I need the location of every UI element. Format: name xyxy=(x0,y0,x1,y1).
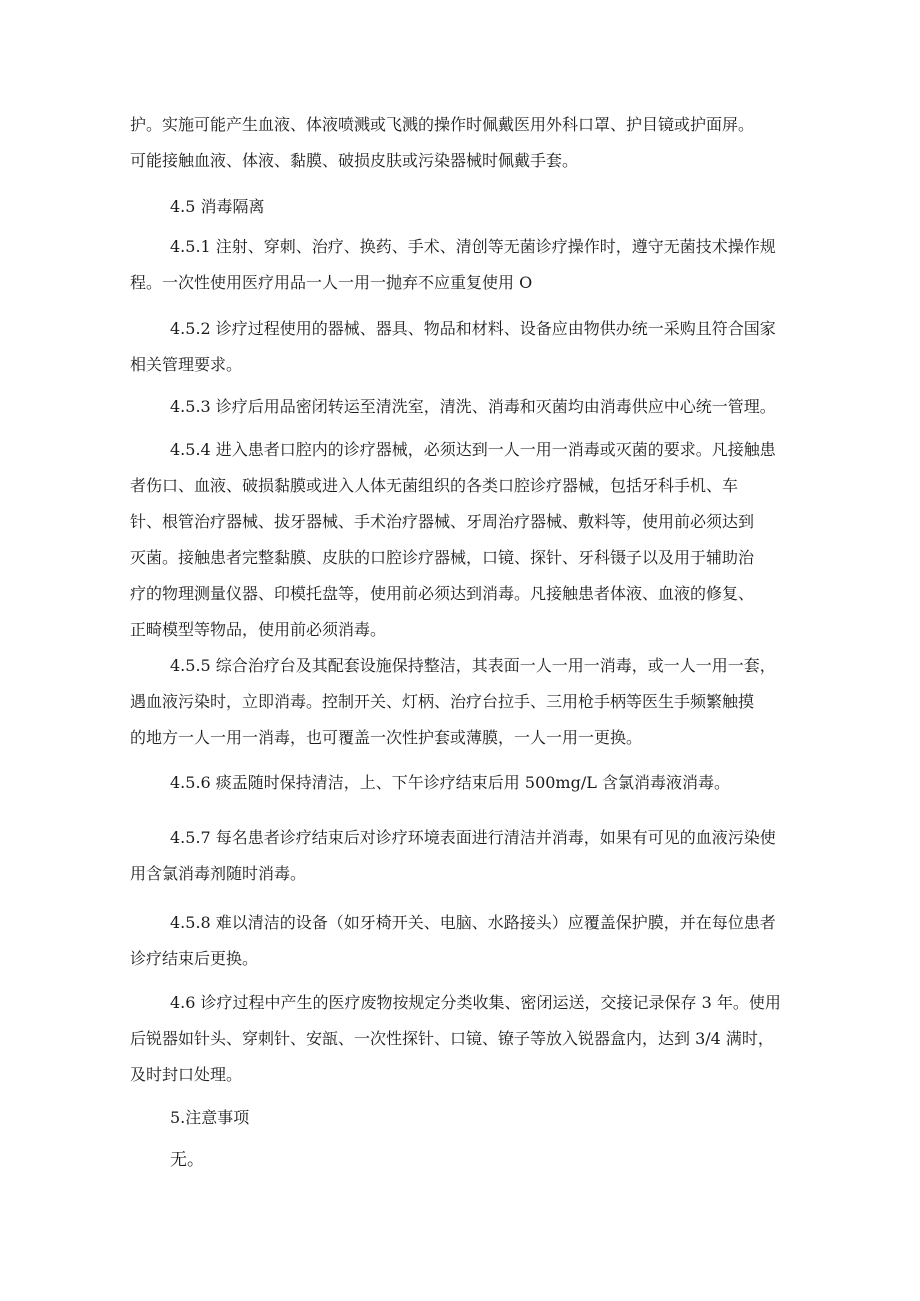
text-line: 针、根管治疗器械、拔牙器械、手术治疗器械、牙周治疗器械、敷料等，使用前必须达到 xyxy=(130,512,755,531)
section-heading-5 xyxy=(130,1100,810,1136)
text-line: 后锐器如针头、穿刺针、安瓿、一次性探针、口镜、镣子等放入锐器盒内，达到 3/4 满时， xyxy=(130,1029,774,1048)
text-line: 4.5.3 诊疗后用品密闭转运至清洗室，清洗、消毒和灭菌均由消毒供应中心统一管理。 xyxy=(170,397,776,416)
text-line: 4.5.4 进入患者口腔内的诊疗器械，必须达到一人一用一消毒或灭菌的要求。凡接触患 xyxy=(170,440,776,459)
text-line: 遇血液污染时，立即消毒。控制开关、灯柄、治疗台拉手、三用枪手柄等医生手频繁触摸 xyxy=(130,692,755,711)
paragraph-4-5-2 xyxy=(130,311,810,383)
text-line: 4.5.8 难以清洁的设备（如牙椅开关、电脑、水路接头）应覆盖保护膜，并在每位患者 xyxy=(170,913,776,932)
paragraph-4-5-6 xyxy=(130,765,810,801)
paragraph-4-5-3 xyxy=(130,389,810,425)
text-line: 4.5.7 每名患者诊疗结束后对诊疗环境表面进行清洁并消毒，如果有可见的血液污染使 xyxy=(170,828,776,847)
text-line: 4.6 诊疗过程中产生的医疗废物按规定分类收集、密闭运送，交接记录保存 3 年。使用 xyxy=(170,993,781,1012)
text-line: 诊疗结束后更换。 xyxy=(130,949,259,968)
text-line: 4.5.2 诊疗过程使用的器械、器具、物品和材料、设备应由物供办统一采购且符合国家 xyxy=(170,319,776,338)
text-line: 程。一次性使用医疗用品一人一用一抛弃不应重复使用 O xyxy=(130,273,533,292)
heading-text: 4.5 消毒隔离 xyxy=(170,197,265,216)
paragraph-4-5-8 xyxy=(130,905,810,977)
paragraph-4-5-1 xyxy=(130,229,810,301)
section-heading-4-5 xyxy=(130,189,810,225)
text-line: 相关管理要求。 xyxy=(130,355,243,374)
paragraph-4-6 xyxy=(130,985,810,1093)
text-line: 灭菌。接触患者完整黏膜、皮肤的口腔诊疗器械，口镜、探针、牙科镊子以及用于辅助治 xyxy=(130,548,755,567)
text-line: 4.5.5 综合治疗台及其配套设施保持整洁，其表面一人一用一消毒，或一人一用一套， xyxy=(170,656,776,675)
paragraph-4-5-7 xyxy=(130,820,810,892)
text-line: 疗的物理测量仪器、印模托盘等，使用前必须达到消毒。凡接触患者体液、血液的修复、 xyxy=(130,584,755,603)
heading-text: 5.注意事项 xyxy=(170,1108,250,1127)
text-line: 的地方一人一用一消毒，也可覆盖一次性护套或薄膜，一人一用一更换。 xyxy=(130,728,643,747)
paragraph-continuation xyxy=(130,107,810,179)
paragraph-4-5-5 xyxy=(130,648,810,756)
text-line: 护。实施可能产生血液、体液喷溅或飞溅的操作时佩戴医用外科口罩、护目镜或护面屏。 xyxy=(130,115,755,134)
paragraph-5 xyxy=(130,1142,810,1178)
text-line: 及时封口处理。 xyxy=(130,1065,243,1084)
text-line: 4.5.1 注射、穿刺、治疗、换药、手术、清创等无菌诊疗操作时，遵守无菌技术操作规 xyxy=(170,237,776,256)
text-line: 无。 xyxy=(170,1150,204,1170)
text-line: 者伤口、血液、破损黏膜或进入人体无菌组织的各类口腔诊疗器械，包括牙科手机、车 xyxy=(130,476,739,495)
paragraph-4-5-4 xyxy=(130,432,810,648)
text-line: 可能接触血液、体液、黏膜、破损皮肤或污染器械时佩戴手套。 xyxy=(130,151,579,170)
text-line: 4.5.6 痰盂随时保持清洁，上、下午诊疗结束后用 500mg/L 含氯消毒液消毒。 xyxy=(170,773,730,792)
text-line: 用含氯消毒剂随时消毒。 xyxy=(130,864,307,883)
text-line: 正畸模型等物品，使用前必须消毒。 xyxy=(130,620,387,639)
